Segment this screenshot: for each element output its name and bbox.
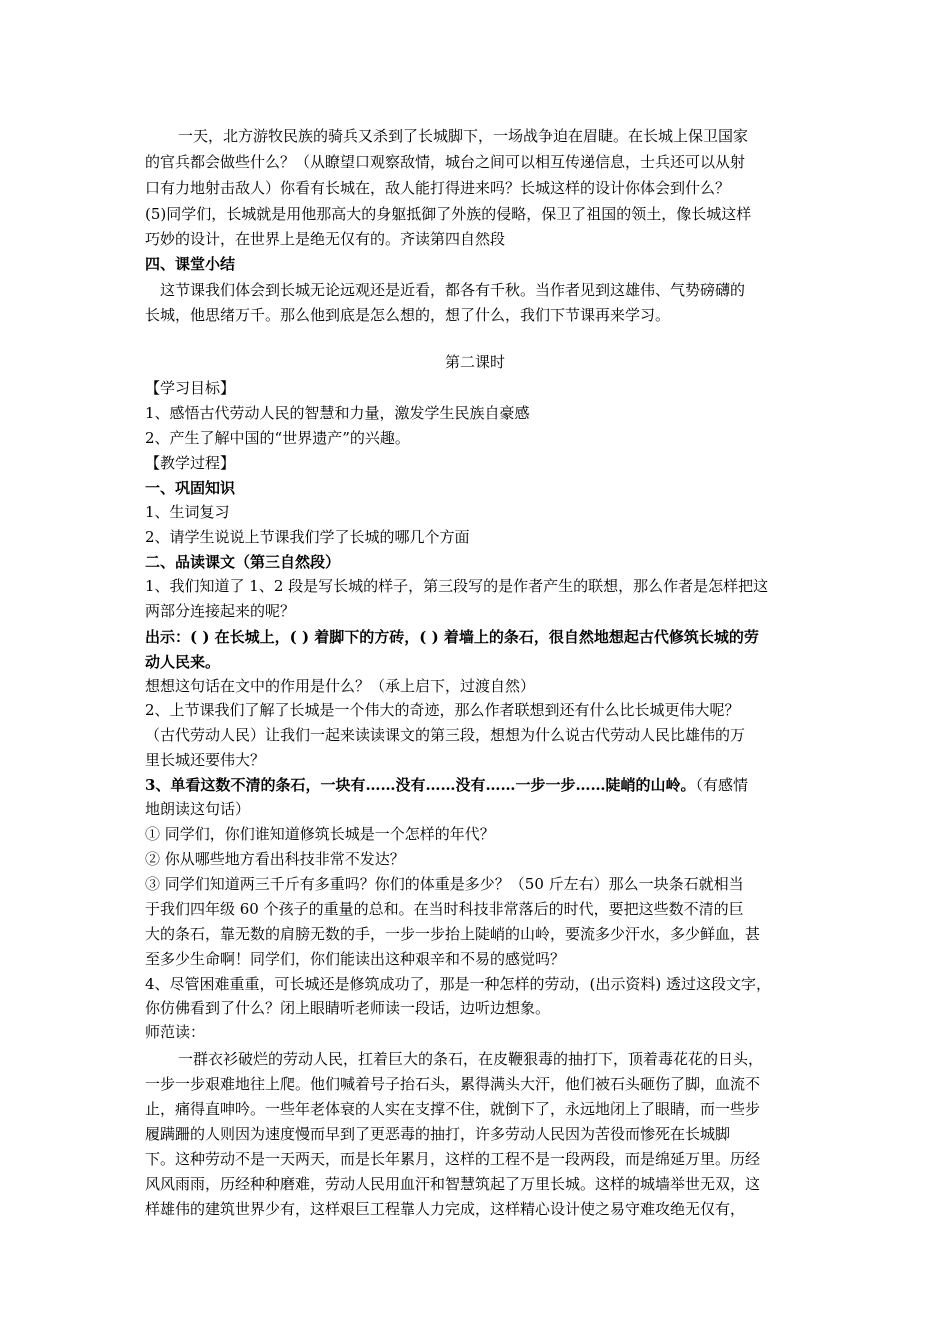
question-line: （古代劳动人民）让我们一起来读读课文的第三段，想想为什么说古代劳动人民比雄伟的万 — [145, 726, 746, 744]
sub-question: ③ 同学们知道两三千斤有多重吗？你们的体重是多少？（50 斤左右）那么一块条石就相当 — [145, 875, 744, 893]
sub-question: ① 同学们，你们谁知道修筑长城是一个怎样的年代？ — [145, 825, 495, 843]
reading-line: 一群衣衫破烂的劳动人民，扛着巨大的条石，在皮鞭狠毒的抽打下，顶着毒花花的日头， — [178, 1050, 764, 1068]
paragraph-line: 一天，北方游牧民族的骑兵又杀到了长城脚下，一场战争迫在眉睫。在长城上保卫国家 — [178, 127, 749, 145]
reading-line: 风风雨雨，历经种种磨难，劳动人民用血汗和智慧筑起了万里长城。这样的城墙举世无双，这 — [145, 1175, 761, 1193]
think-line: 想想这句话在文中的作用是什么？（承上启下，过渡自然） — [145, 677, 536, 695]
paragraph-line: (5)同学们，长城就是用他那高大的身躯抵御了外族的侵略，保卫了祖国的领土，像长城这样 — [145, 205, 752, 223]
reading-line: 履蹒跚的人则因为速度慢而早到了更恶毒的抽打，许多劳动人民因为苦役而惨死在长城脚 — [145, 1125, 731, 1143]
question-line: 地朗读这句话） — [145, 800, 251, 818]
question-line: 2、上节课我们了解了长城是一个伟大的奇迹，那么作者联想到还有什么比长城更伟大呢？ — [145, 701, 740, 719]
teacher-reading-label: 师范读： — [145, 1023, 206, 1041]
question-line — [145, 775, 748, 795]
show-line: 出示：( ) 在长城上，( ) 着脚下的方砖，( ) 着墙上的条石，很自然地想起古代修筑长城的劳 — [145, 628, 759, 646]
paragraph-line: 口有力地射击敌人）你看有长城在，敌人能打得进来吗？长城这样的设计你体会到什么？ — [145, 179, 731, 197]
sub-question: ② 你从哪些地方看出科技非常不发达？ — [145, 850, 405, 868]
sub-question: 至多少生命啊！同学们，你们能读出这种艰辛和不易的感觉吗？ — [145, 950, 566, 968]
section-heading: 一、巩固知识 — [145, 479, 236, 497]
reading-line: 样雄伟的建筑世界少有，这样艰巨工程靠人力完成，这样精心设计使之易守难攻绝无仅有， — [145, 1200, 746, 1218]
summary-line: 长城，他思绪万千。那么他到底是怎么想的，想了什么，我们下节课再来学习。 — [145, 306, 671, 324]
show-line: 动人民来。 — [145, 653, 221, 671]
list-item: 1、生词复习 — [145, 503, 230, 521]
summary-line: 这节课我们体会到长城无论远观还是近看，都各有千秋。当作者见到这雄伟、气势磅礴的 — [160, 281, 746, 299]
section-heading: 四、课堂小结 — [145, 255, 236, 273]
sub-question: 于我们四年级 60 个孩子的重量的总和。在当时科技非常落后的时代，要把这些数不清的巨 — [145, 900, 744, 918]
question-note-text: （有感情 — [695, 776, 748, 794]
question-line: 两部分连接起来的呢？ — [145, 602, 296, 620]
goals-label: 【学习目标】 — [145, 379, 236, 397]
section-heading: 二、品读课文（第三自然段） — [145, 553, 341, 571]
list-item: 2、请学生说说上节课我们学了长城的哪几个方面 — [145, 528, 470, 546]
process-label: 【教学过程】 — [145, 454, 236, 472]
paragraph-line: 巧妙的设计，在世界上是绝无仅有的。齐读第四自然段 — [145, 230, 506, 248]
reading-line: 下。这种劳动不是一天两天，而是长年累月，这样的工程不是一段两段，而是绵延万里。历经 — [145, 1150, 761, 1168]
reading-line: 止，痛得直呻吟。一些年老体衰的人实在支撑不住，就倒下了，永远地闭上了眼睛，而一些步 — [145, 1100, 761, 1118]
question-line: 1、我们知道了 1、2 段是写长城的样子，第三段写的是作者产生的联想，那么作者是怎样把这 — [145, 577, 769, 595]
paragraph-line: 的官兵都会做些什么？（从瞭望口观察敌情，城台之间可以相互传递信息，士兵还可以从射 — [145, 153, 746, 171]
question-line: 4、尽管困难重重，可长城还是修筑成功了，那是一种怎样的劳动，(出示资料) 透过这段文字， — [145, 975, 772, 993]
question-line: 你仿佛看到了什么？闭上眼睛听老师读一段话，边听边想象。 — [145, 999, 551, 1017]
question-bold-text: 3、单看这数不清的条石，一块有……没有……没有……一步一步……陡峭的山岭。 — [145, 776, 696, 794]
reading-line: 一步一步艰难地往上爬。他们喊着号子抬石头，累得满头大汗，他们被石头砸伤了脚，血流不 — [145, 1075, 761, 1093]
sub-question: 大的条石，靠无数的肩膀无数的手，一步一步抬上陡峭的山岭，要流多少汗水，多少鲜血，甚 — [145, 925, 761, 943]
goal-item: 1、感悟古代劳动人民的智慧和力量，激发学生民族自豪感 — [145, 404, 530, 422]
lesson-title: 第二课时 — [444, 353, 505, 371]
goal-item: 2、产生了解中国的“世界遗产”的兴趣。 — [145, 429, 410, 447]
question-line: 里长城还要伟大？ — [145, 751, 266, 769]
